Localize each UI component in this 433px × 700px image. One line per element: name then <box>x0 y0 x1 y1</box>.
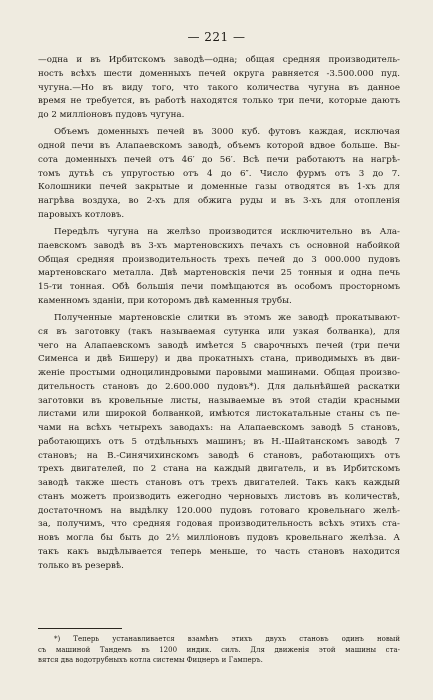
text-line: сота доменныхъ печей отъ 46′ до 56′. Всѣ печи работаютъ на нагрѣ- <box>38 154 400 165</box>
text-line: до 2 милліоновъ пудовъ чугуна. <box>38 110 185 120</box>
text-line: трехъ двигателей, по 2 стана на каждый двигатель, и въ Ирбитскомъ <box>38 464 400 475</box>
text-line: ся въ заготовку (такъ называемая сутунка или узкая болванка), для <box>38 326 400 337</box>
text-line: достаточномъ на выдѣлку 120.000 пудовъ готоваго кровельнаго желѣ- <box>38 505 400 516</box>
text-line: только въ резервѣ. <box>38 560 124 571</box>
text-line: Объемъ доменныхъ печей въ 3000 куб. футовъ каждая, исключая <box>54 127 400 138</box>
text-line: время не требуется, въ работѣ находятся только три печи, которые даютъ <box>38 96 400 107</box>
text-line: паровыхъ котловъ. <box>38 209 125 220</box>
text-line: Передѣлъ чугуна на желѣзо производится исключительно въ Ала- <box>54 227 400 237</box>
text-line: мартеновскаго металла. Двѣ мартеновскія печи 25 тонныя и одна печь <box>38 268 400 279</box>
text-line: заводѣ также шесть становъ отъ трехъ двигателей. Такъ какъ каждый <box>38 478 400 488</box>
text-line: станъ можетъ производить ежегодно черновыхъ листовъ въ количествѣ, <box>38 491 400 502</box>
paragraph <box>38 312 400 573</box>
text-line: работающихъ отъ 5 отдѣльныхъ машинъ; въ Н.-Шайтанскомъ заводѣ 7 <box>38 436 400 447</box>
page-number: — 221 — <box>187 30 246 44</box>
text-line: новъ могла бы быть до 2½ милліоновъ пудовъ кровельнаго желѣза. А <box>38 533 400 543</box>
footnote-line: вятся два водотрубныхъ котла системы Фицнеръ и Гамперъ. <box>38 656 263 664</box>
text-line: чами на всѣхъ четырехъ заводахъ: на Алапаевскомъ заводѣ 5 становъ, <box>38 423 400 433</box>
text-line: Сименса и двѣ Бишеру) и два прокатныхъ стана, приводимыхъ въ дви- <box>38 354 400 365</box>
text-line: женіе простыми одноцилиндровыми паровыми машинами. Общая произво- <box>38 368 400 378</box>
text-line: становъ; на В.-Синячихинскомъ заводѣ 6 становъ, работающихъ отъ <box>38 450 400 461</box>
paragraph <box>38 54 400 123</box>
text-line: такъ какъ выдѣлывается теперь меньше, то часть становъ находится <box>38 546 400 557</box>
footnote-rule <box>38 628 122 629</box>
text-line: Полученные мартеновскіе слитки въ этомъ же заводѣ прокатывают- <box>54 313 400 323</box>
text-line: нагрѣва воздуха, во 2-хъ для обжига руды и въ 3-хъ для отопленія <box>38 196 400 206</box>
text-line: паевскомъ заводѣ въ 3-хъ мартеновскихъ печахъ съ основной набойкой <box>38 240 400 251</box>
text-line: чугуна.—Но въ виду того, что такого количества чугуна въ данное <box>38 82 400 93</box>
footnote <box>38 634 400 666</box>
body-text <box>38 54 400 577</box>
text-line: чего на Алапаевскомъ заводѣ имѣется 5 сварочныхъ печей (три печи <box>38 340 400 351</box>
paragraph <box>38 126 400 222</box>
paragraph <box>38 226 400 309</box>
text-line: заготовки въ кровельные листы, называемые въ этой стадіи красными <box>38 395 400 406</box>
footnote-line: *) Теперь устанавливается взамѣнъ этихъ двухъ становъ одинъ новый <box>54 635 400 643</box>
text-line: дительность становъ до 2.600.000 пудовъ*). Для дальнѣйшей раскатки <box>38 381 400 392</box>
text-line: —одна и въ Ирбитскомъ заводѣ—одна; общая средняя производитель- <box>38 55 400 65</box>
text-line: каменномъ зданіи, при которомъ двѣ каменныя трубы. <box>38 295 292 306</box>
text-line: 15-ти тонная. Обѣ большія печи помѣщаются въ особомъ просторномъ <box>38 282 400 292</box>
text-line: одной печи въ Алапаевскомъ заводѣ, объемъ которой вдвое больше. Вы- <box>38 141 400 151</box>
text-line: Колошники печей закрытые и доменные газы отводятся въ 1-хъ для <box>38 182 400 193</box>
text-line: ность всѣхъ шести доменныхъ печей округа равняется -3.500.000 пуд. <box>38 68 400 79</box>
footnote-line: съ машиной Тандемъ въ 1200 индик. силъ. Для движенія этой машины ста- <box>38 645 400 654</box>
text-line: за, получимъ, что средняя годовая производительность всѣхъ этихъ ста- <box>38 519 400 530</box>
text-line: Общая средняя производительность трехъ печей до 3 000.000 пудовъ <box>38 254 400 265</box>
text-line: листами или широкой болванкой, имѣются листокатальные станы съ пе- <box>38 409 400 420</box>
text-line: томъ дутьѣ съ упругостью отъ 4 до 6″. Число фурмъ отъ 3 до 7. <box>38 168 400 179</box>
